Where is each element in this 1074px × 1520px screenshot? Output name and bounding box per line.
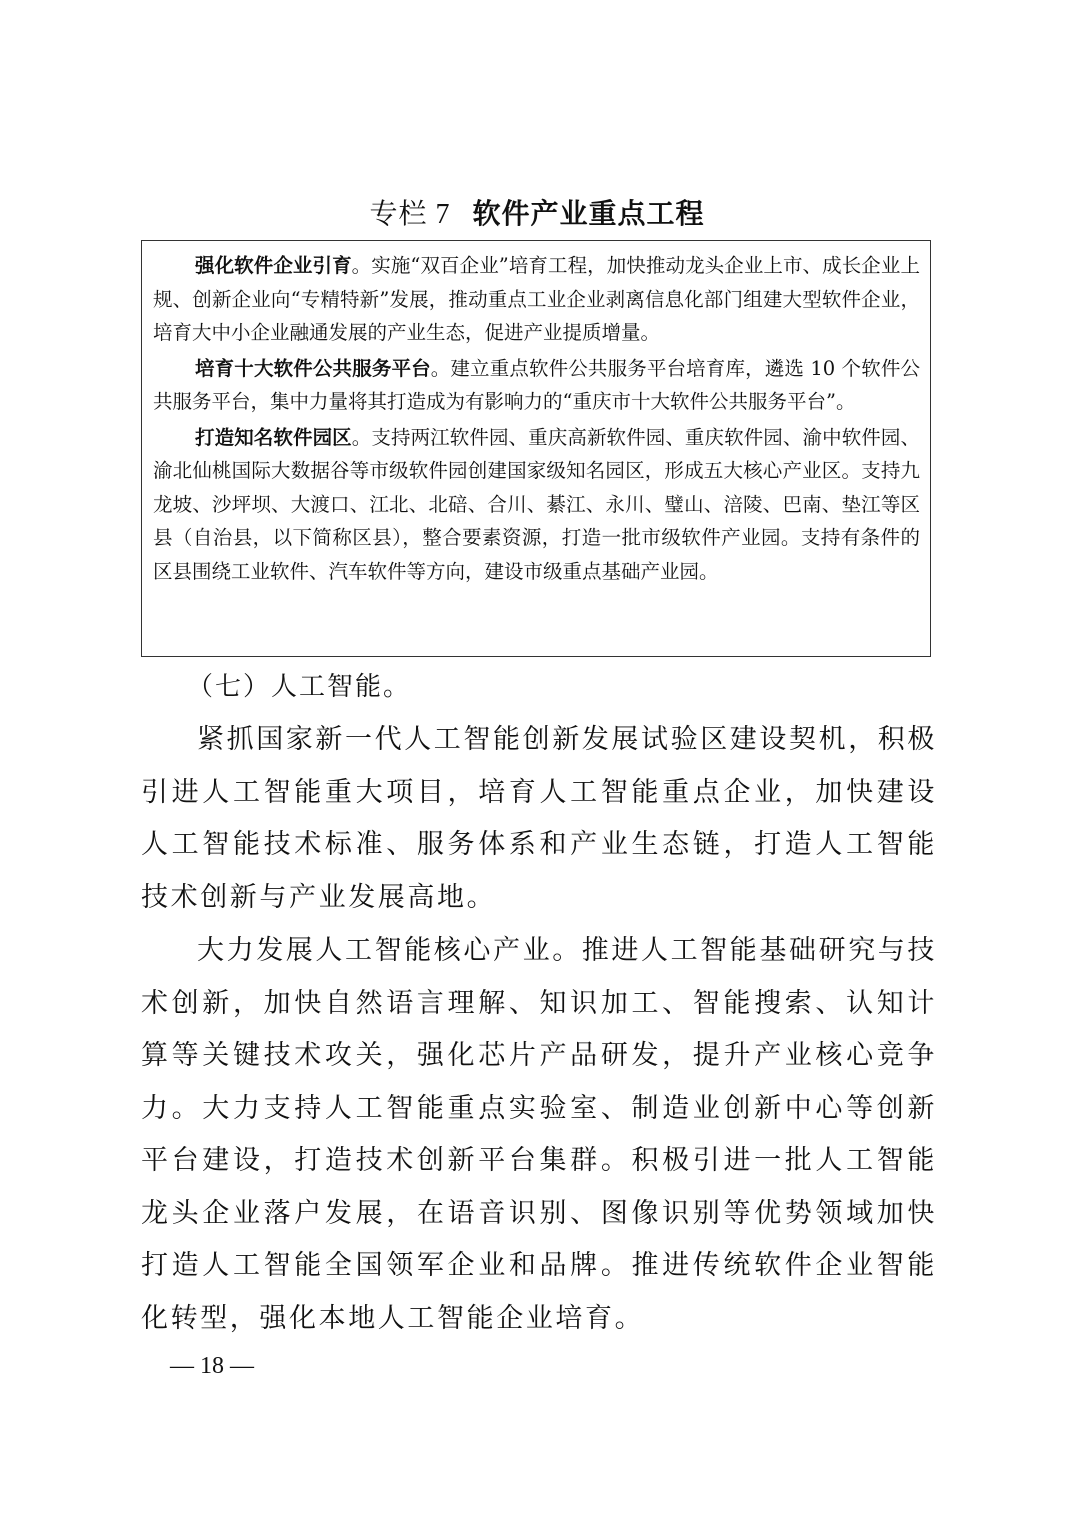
- page-number: — 18 —: [170, 1353, 254, 1379]
- box-title-number: 专栏 7: [369, 199, 451, 230]
- feature-box: [141, 240, 931, 657]
- box-item-text: 。支持两江软件园、重庆高新软件园、重庆软件园、渝中软件园、渝北仙桃国际大数据谷等市级软件园创建国家级知名园区，形成五大核心产业区。支持九龙坡、沙坪坝、大渡口、江北、北碚、合川、綦江、永川、璧山、涪陵、巴南、垫江等区县（自治县，以下简称区县），整合要素资源，打造一批市级软件产业园。支持有条件的区县围绕工业软件、汽车软件等方向，建设市级重点基础产业园。: [153, 425, 920, 583]
- box-item: [153, 249, 920, 350]
- body-paragraph: 紧抓国家新一代人工智能创新发展试验区建设契机，积极引进人工智能重大项目，培育人工智能重点企业，加快建设人工智能技术标准、服务体系和产业生态链，打造人工智能技术创新与产业发展高地。: [141, 724, 937, 913]
- box-title: [0, 194, 1074, 235]
- box-item-text: 。建立重点软件公共服务平台培育库，遴选 10 个软件公共服务平台，集中力量将其打造成为有影响力的“重庆市十大软件公共服务平台”。: [153, 356, 920, 413]
- box-item: [153, 421, 920, 589]
- section-heading: （七）人工智能。: [187, 672, 412, 702]
- box-item-lead: 培育十大软件公共服务平台: [195, 356, 431, 380]
- box-item-lead: 强化软件企业引育: [195, 254, 352, 277]
- box-item: [153, 352, 920, 419]
- box-item-text: 。实施“双百企业”培育工程，加快推动龙头企业上市、成长企业上规、创新企业向“专精特新”发展，推动重点工业企业剥离信息化部门组建大型软件企业，培育大中小企业融通发展的产业生态，促进产业提质增量。: [153, 254, 920, 344]
- box-title-text: 软件产业重点工程: [472, 197, 705, 230]
- body-paragraph: 大力发展人工智能核心产业。推进人工智能基础研究与技术创新，加快自然语言理解、知识加工、智能搜索、认知计算等关键技术攻关，强化芯片产品研发，提升产业核心竞争力。大力支持人工智能重点实验室、制造业创新中心等创新平台建设，打造技术创新平台集群。积极引进一批人工智能龙头企业落户发展，在语音识别、图像识别等优势领域加快打造人工智能全国领军企业和品牌。推进传统软件企业智能化转型，强化本地人工智能企业培育。: [141, 935, 937, 1334]
- box-item-lead: 打造知名软件园区: [195, 425, 352, 449]
